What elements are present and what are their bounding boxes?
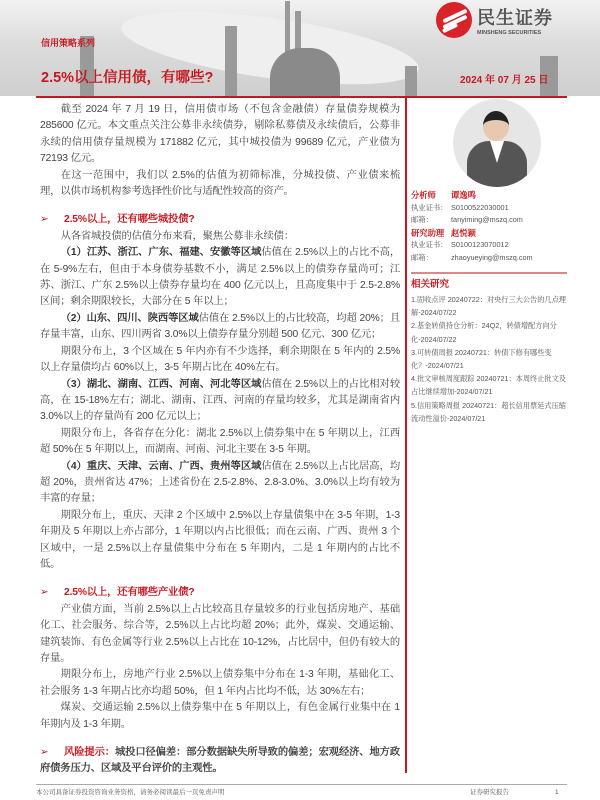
analyst-photo bbox=[453, 99, 541, 187]
company-logo bbox=[436, 2, 553, 38]
body-paragraph: 从各省城投债的估值分布来看，聚焦公募非永续债： bbox=[60, 230, 294, 242]
body-paragraph: 期限分布上，3 个区域在 5 年内亦有不少选择，剩余期限在 5 年内的 2.5%以上存量债均占 60%以上，3-5 年期占比在 40%左右。 bbox=[40, 345, 400, 374]
main-content bbox=[40, 102, 400, 778]
analyst-email[interactable]: tanyiming@mszq.com bbox=[451, 215, 523, 224]
assistant-role: 研究助理 赵悦颖 bbox=[411, 227, 476, 238]
related-research-heading: 相关研究 bbox=[411, 279, 450, 290]
body-paragraph: 期限分布上，各省存在分化：湖北 2.5%以上债券集中在 5 年期以上，江西超 50%在 5 年期以上，而湖南、河南、河北主要在 3-5 年期。 bbox=[40, 427, 400, 456]
arrow-bullet-icon: ➢ bbox=[40, 214, 49, 226]
body-paragraph: （2）山东、四川、陕西等区域估值在 2.5%以上的占比较高，均超 20%；且存量丰富，山东、四川两省 3.0%以上债券存量分别超 500 亿元、300 亿元； bbox=[40, 312, 400, 341]
body-paragraph: 期限分布上，重庆、天津 2 个区域中 2.5%以上存量债集中在 3-5 年期，1-3 年期及 5 年期以上亦占部分，1 年期以内占比很低；而在云南、广西、贵州 3 个区域中，一是 2.5%以上存量债集中分布在 5 年期内，二是 1 年期内的占比不低。 bbox=[40, 509, 400, 570]
related-item[interactable]: 5.信用策略周报 20240721：超长信用票延式压缩流动性溢价-2024/07/21 bbox=[411, 400, 566, 423]
banner-building bbox=[225, 26, 237, 96]
footer-report-type: 证券研究报告 bbox=[470, 789, 509, 796]
related-item[interactable]: 4.批文审核周度跟踪 20240721：本周终止批文及占比继续增加-2024/07/21 bbox=[411, 374, 566, 397]
body-paragraph: （1）江苏、浙江、广东、福建、安徽等区域估值在 2.5%以上的占比不高，在 5-9%左右，但由于本身债券基数不小，满足 2.5%以上的债券存量尚可；江苏、浙江、广东 2.5%以上债券存量均在 400 亿元以上，且高度集中于 2.5-2.8%区间；剩余期限较长，大部分在 5 年以上； bbox=[40, 247, 400, 308]
body-paragraph: 期限分布上，房地产行业 2.5%以上债券集中分布在 1-3 年期，基础化工、社会服务 1-3 年期占比亦均超 50%，但 1 年内占比均不低，达 30%左右； bbox=[40, 669, 400, 697]
report-date: 2024 年 07 月 25 日 bbox=[460, 75, 549, 86]
related-item[interactable]: 3.可转债周报 20240721：转债下修有哪些变化？-2024/07/21 bbox=[411, 347, 552, 371]
logo-en: MINSHENG SECURITIES bbox=[477, 30, 542, 36]
body-paragraph: 产业债方面，当前 2.5%以上占比较高且存量较多的行业包括房地产、基础化工、社会服务、综合等，2.5%以上占比均超 20%；此外，煤炭、交通运输、建筑装饰、有色金属等行业 2.5%以上占比在 10-12%，占比居中，但仍有较大的存量。 bbox=[40, 603, 400, 664]
logo-mark-icon bbox=[436, 2, 472, 38]
report-series: 信用策略系列 bbox=[41, 38, 96, 48]
risk-warning: ➢ 风险提示：城投口径偏差：部分数据缺失所导致的偏差；宏观经济、地方政府债务压力、区域及平台评价的主观性。 bbox=[40, 747, 400, 775]
sidebar-divider bbox=[411, 272, 567, 274]
body-paragraph: 煤炭、交通运输 2.5%以上债券集中在 5 年期以上，有色金属行业集中在 1 年期内及 1-3 年期。 bbox=[40, 702, 400, 730]
intro-paragraph: 截至 2024 年 7 月 19 日，信用债市场（不包含金融债）存量债券规模为 285600 亿元。本文重点关注公募非永续债券，剔除私募债及永续债后，公募非永续的信用债存量规模为 171882 亿元，其中城投债为 99689 亿元，产业债为 72193 亿元。 bbox=[40, 104, 400, 165]
sidebar: 分析师 谭逸鸣 执业证书： S0100522030001 邮箱： tanyiming@mszq.com 研究助理 赵悦颖 执业证书： S0100123070012 邮箱： zhaoyueying@mszq.com 相关研究 1.固收点评 20240722：对央行三大公告的几点理解-2024/07/22 2.基金转债持仓分析：24Q2，转债增配方向分化-2024/07/22 3.可转债周报 20240721：转债下修有哪些变化？-2024/07/21 4.批文审核周度跟踪 20240721：本周终止批文及占比继续增加-2024/07/21 5.信用策略周报 20240721：超长信用票延式压缩流动性溢价-2024/07/21 bbox=[411, 97, 567, 425]
assistant-cert: S0100123070012 bbox=[451, 240, 509, 249]
section-heading: ➢ 2.5%以上，还有哪些产业债? bbox=[40, 585, 400, 601]
related-item[interactable]: 1.固收点评 20240722：对央行三大公告的几点理解-2024/07/22 bbox=[411, 295, 566, 318]
body-paragraph: （3）湖北、湖南、江西、河南、河北等区域估值在 2.5%以上的占比相对较高，在 15-18%左右；湖北、湖南、江西、河南的存量均较多，尤其是湖南省内 3.0%以上的存量尚有 200 亿元以上； bbox=[40, 378, 400, 423]
related-item[interactable]: 2.基金转债持仓分析：24Q2，转债增配方向分化-2024/07/22 bbox=[411, 321, 557, 344]
logo-cn: 民生证券 bbox=[477, 8, 553, 28]
footer-divider bbox=[36, 784, 567, 785]
arrow-bullet-icon: ➢ bbox=[40, 587, 49, 599]
related-research-list bbox=[411, 293, 567, 425]
analyst-role: 分析师 谭逸鸣 bbox=[411, 190, 476, 200]
analyst-cert: S0100522030001 bbox=[451, 202, 509, 212]
arrow-bullet-icon: ➢ bbox=[40, 747, 49, 759]
body-paragraph: （4）重庆、天津、云南、广西、贵州等区域估值在 2.5%以上占比居高，均超 20%，贵州省达 47%；上述省份在 2.5-2.8%、2.8-3.0%、3.0%以上均有较为丰富的存量； bbox=[40, 460, 400, 505]
page-number: 1 bbox=[555, 789, 559, 796]
section-heading: ➢ 2.5%以上，还有哪些城投债? bbox=[40, 212, 400, 228]
intro-paragraph: 在这一范围中，我们以 2.5%的估值为初筛标准，分城投债、产业债来梳理，以供市场机构参考选择性价比与适配性较高的资产。 bbox=[40, 169, 400, 198]
report-title: 2.5%以上信用债，有哪些? bbox=[41, 70, 214, 86]
banner-building bbox=[405, 66, 417, 96]
column-divider bbox=[405, 96, 407, 773]
banner-tower bbox=[270, 48, 340, 96]
assistant-email[interactable]: zhaoyueying@mszq.com bbox=[451, 252, 533, 262]
footer-disclaimer: 本公司具备证券投资咨询业务资格，请务必阅读最后一页免责声明 bbox=[36, 789, 225, 796]
